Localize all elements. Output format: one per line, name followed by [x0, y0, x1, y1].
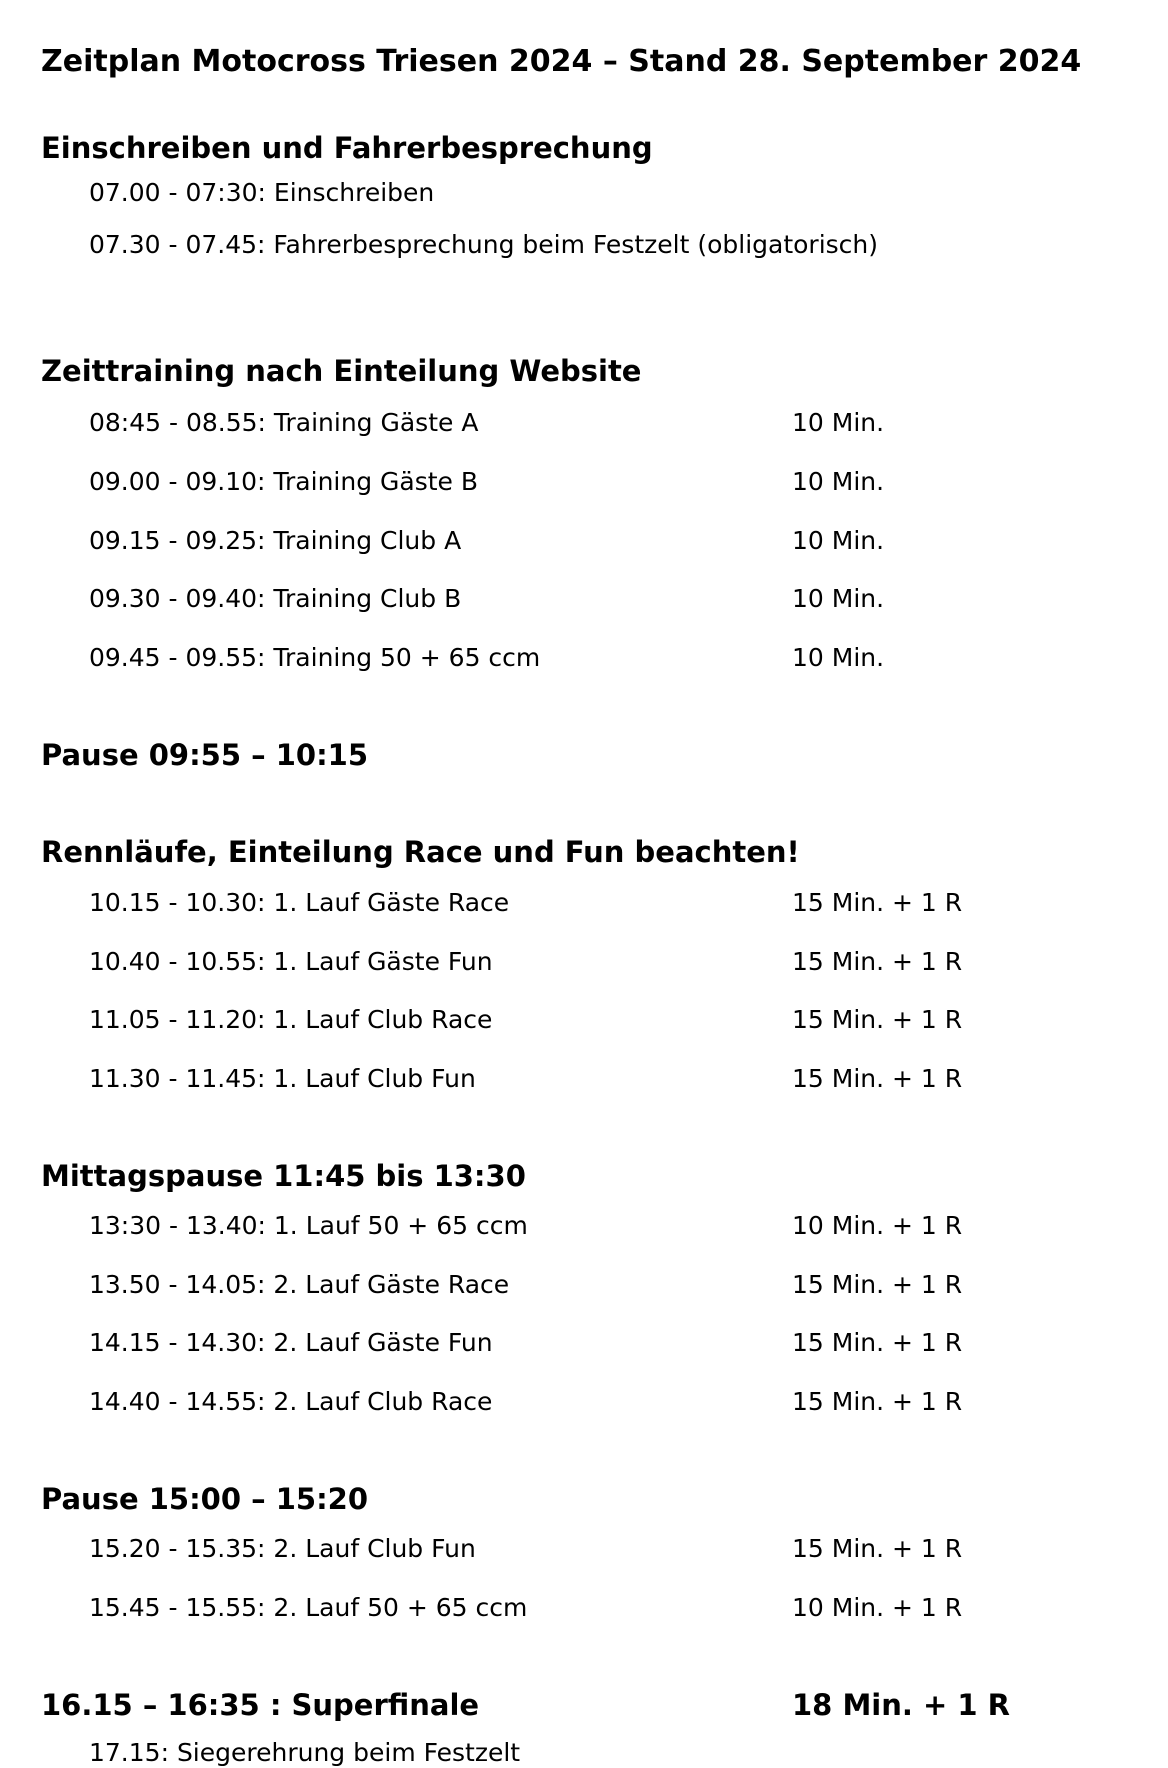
final-duration-label: 18 Min. + 1 R [792, 1688, 1011, 1722]
duration-label: 15 Min. + 1 R [792, 888, 963, 917]
section-heading-races: Rennläufe, Einteilung Race und Fun beachten! [41, 835, 800, 869]
duration-label: 10 Min. [792, 584, 885, 613]
duration-label: 15 Min. + 1 R [792, 1064, 963, 1093]
schedule-row: 10.15 - 10.30: 1. Lauf Gäste Race [89, 888, 510, 917]
schedule-row: 14.15 - 14.30: 2. Lauf Gäste Fun [89, 1328, 493, 1357]
duration-label: 15 Min. + 1 R [792, 1328, 963, 1357]
schedule-row: 17.15: Siegerehrung beim Festzelt [89, 1738, 521, 1767]
duration-label: 10 Min. [792, 467, 885, 496]
duration-label: 10 Min. + 1 R [792, 1593, 963, 1622]
duration-label: 10 Min. [792, 526, 885, 555]
schedule-row: 15.45 - 15.55: 2. Lauf 50 + 65 ccm [89, 1593, 528, 1622]
duration-label: 15 Min. + 1 R [792, 1534, 963, 1563]
duration-label: 10 Min. [792, 643, 885, 672]
schedule-row: 09.00 - 09.10: Training Gäste B [89, 467, 479, 496]
schedule-row: 08:45 - 08.55: Training Gäste A [89, 408, 479, 437]
duration-label: 15 Min. + 1 R [792, 1270, 963, 1299]
section-heading-pause-2: Pause 15:00 – 15:20 [41, 1482, 369, 1516]
duration-label: 15 Min. + 1 R [792, 1387, 963, 1416]
duration-label: 15 Min. + 1 R [792, 947, 963, 976]
section-heading-lunch: Mittagspause 11:45 bis 13:30 [41, 1159, 526, 1193]
duration-label: 15 Min. + 1 R [792, 1005, 963, 1034]
schedule-row: 10.40 - 10.55: 1. Lauf Gäste Fun [89, 947, 493, 976]
duration-label: 10 Min. + 1 R [792, 1211, 963, 1240]
section-heading-pause-1: Pause 09:55 – 10:15 [41, 738, 369, 772]
schedule-row: 07.30 - 07.45: Fahrerbesprechung beim Festzelt (obligatorisch) [89, 230, 879, 259]
page-title: Zeitplan Motocross Triesen 2024 – Stand 28. September 2024 [41, 44, 1082, 79]
schedule-row: 11.30 - 11.45: 1. Lauf Club Fun [89, 1064, 476, 1093]
section-heading-final: 16.15 – 16:35 : Superfinale [41, 1688, 480, 1722]
schedule-row: 09.45 - 09.55: Training 50 + 65 ccm [89, 643, 541, 672]
section-heading-registration: Einschreiben und Fahrerbesprechung [41, 131, 653, 165]
schedule-row: 09.30 - 09.40: Training Club B [89, 584, 462, 613]
schedule-row: 11.05 - 11.20: 1. Lauf Club Race [89, 1005, 493, 1034]
schedule-row: 13.50 - 14.05: 2. Lauf Gäste Race [89, 1270, 510, 1299]
schedule-row: 07.00 - 07:30: Einschreiben [89, 178, 435, 207]
schedule-row: 15.20 - 15.35: 2. Lauf Club Fun [89, 1534, 476, 1563]
schedule-row: 13:30 - 13.40: 1. Lauf 50 + 65 ccm [89, 1211, 528, 1240]
schedule-row: 09.15 - 09.25: Training Club A [89, 526, 462, 555]
schedule-row: 14.40 - 14.55: 2. Lauf Club Race [89, 1387, 493, 1416]
duration-label: 10 Min. [792, 408, 885, 437]
section-heading-training: Zeittraining nach Einteilung Website [41, 354, 642, 388]
